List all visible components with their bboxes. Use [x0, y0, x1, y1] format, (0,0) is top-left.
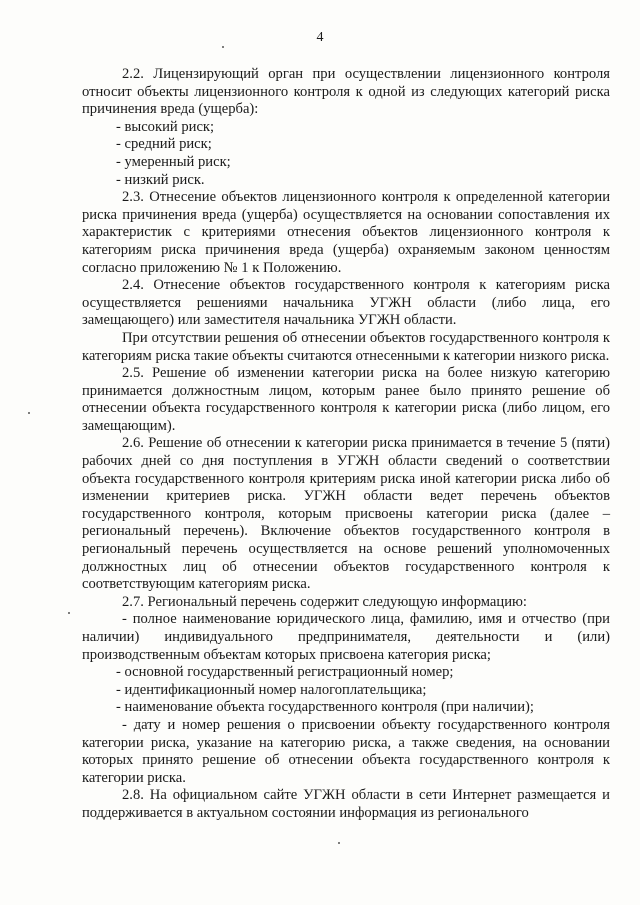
paragraph: 2.7. Региональный перечень содержит следующую информацию:: [122, 593, 527, 610]
scan-speck: [68, 612, 70, 614]
list-item: - средний риск;: [116, 136, 212, 153]
paragraph: 2.5. Решение об изменении категории риска на более низкую категорию принимается должностным лицом, которым ранее было принято решение об отнесении объекта государственного контроля к категории риска (либо лицом, его замещающим).: [82, 365, 610, 434]
paragraph: 2.6. Решение об отнесении к категории риска принимается в течение 5 (пяти) рабочих дней со дня поступления в УГЖН области сведений о соответствии объекта государственного контроля критериям риска иной категории риска либо об изменении критериев риска. УГЖН области ведет перечень объектов государственного контроля, которым присвоены категории риска (далее – региональный перечень). Включение объектов государственного контроля в региональный перечень осуществляется на основе решений уполномоченных должностных лиц об отнесении объектов государственного контроля к соответствующим категориям риска.: [82, 435, 610, 593]
paragraph: 2.4. Отнесение объектов государственного контроля к категориям риска осуществляется решениями начальника УГЖН области (либо лица, его замещающего) или заместителя начальника УГЖН области.: [82, 277, 610, 329]
list-item: - идентификационный номер налогоплательщика;: [116, 681, 427, 698]
paragraph: 2.2. Лицензирующий орган при осуществлении лицензионного контроля относит объекты лицензионного контроля к одной из следующих категорий риска причинения вреда (ущерба):: [82, 66, 610, 118]
scan-speck: [338, 842, 340, 844]
list-item: - наименование объекта государственного контроля (при наличии);: [116, 699, 534, 716]
list-item: - высокий риск;: [116, 118, 215, 135]
paragraph: При отсутствии решения об отнесении объектов государственного контроля к категориям риска такие объекты считаются отнесенными к категории низкого риска.: [82, 329, 610, 364]
paragraph: 2.3. Отнесение объектов лицензионного контроля к определенной категории риска причинения вреда (ущерба) осуществляется на основании сопоставления их характеристик с критериями отнесения объектов лицензионного контроля к категориям риска причинения вреда (ущерба) охраняемым законом ценностям согласно приложению № 1 к Положению.: [82, 189, 610, 276]
page-number: 4: [316, 30, 324, 45]
paragraph: - дату и номер решения о присвоении объекту государственного контроля категории риска, указание на категорию риска, а также сведения, на основании которых принято решение об отнесении объекта государственного контроля к категории риска.: [82, 716, 610, 786]
list-item: - низкий риск.: [116, 171, 205, 188]
scan-speck: [222, 46, 224, 48]
paragraph: 2.8. На официальном сайте УГЖН области в сети Интернет размещается и поддерживается в актуальном состоянии информация из регионального: [82, 787, 610, 821]
paragraph: - полное наименование юридического лица, фамилию, имя и отчество (при наличии) индивидуального предпринимателя, деятельности и (или) производственным объектам которых присвоена категория риска;: [82, 611, 610, 663]
document-body: [82, 66, 610, 823]
list-item: - умеренный риск;: [116, 153, 231, 170]
list-item: - основной государственный регистрационный номер;: [116, 664, 454, 681]
scan-speck: [28, 412, 30, 414]
